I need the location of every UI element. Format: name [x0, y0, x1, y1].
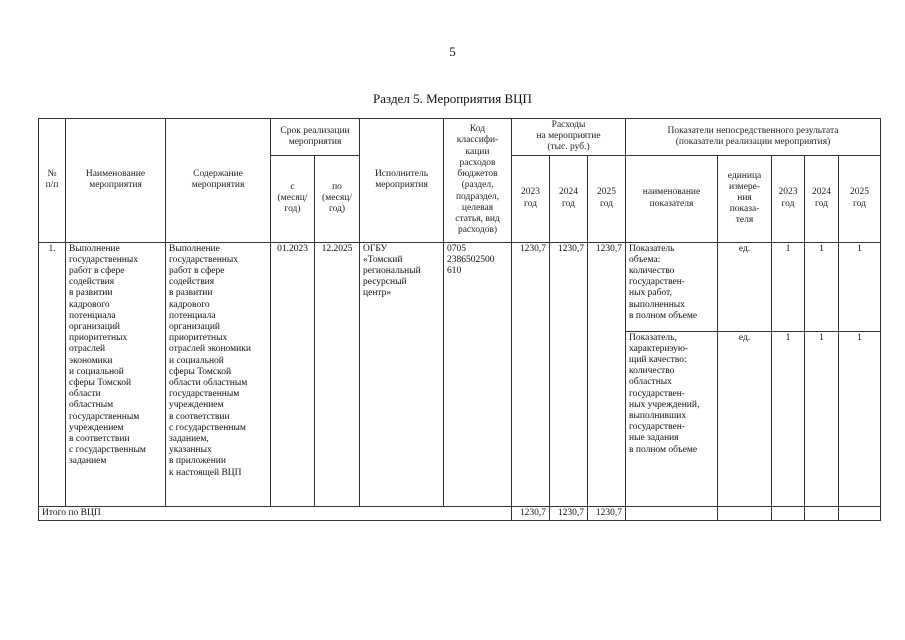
indicator-1-2023: 1	[772, 242, 805, 331]
total-exp-2025: 1230,7	[588, 506, 626, 520]
header-ind-2025: 2025 год	[839, 155, 881, 242]
indicator-1-unit: ед.	[718, 242, 772, 331]
header-executor: Исполнитель мероприятия	[360, 119, 444, 243]
header-expenses: Расходы на мероприятие (тыс. руб.)	[512, 119, 626, 156]
indicator-2-2023: 1	[772, 331, 805, 506]
row-exp-2024: 1230,7	[550, 242, 588, 506]
header-no: № п/п	[39, 119, 66, 243]
indicator-2-name: Показатель, характеризую- щий качество: количество областных государствен- ных учреждений, выполнивших государствен- ные задания в полном объеме	[626, 331, 718, 506]
header-row-1	[39, 119, 881, 156]
header-ind-2023: 2023 год	[772, 155, 805, 242]
header-code: Код классифи- кации расходов бюджетов (раздел, подраздел, целевая статья, вид расходов)	[444, 119, 512, 243]
header-exp-2025: 2025 год	[588, 155, 626, 242]
header-indicator-name: наименование показателя	[626, 155, 718, 242]
total-empty-cell	[772, 506, 805, 520]
header-period: Срок реализации мероприятия	[271, 119, 360, 156]
indicator-1-2024: 1	[805, 242, 839, 331]
indicator-1-name: Показатель объема: количество государствен- ных работ, выполненных в полном объеме	[626, 242, 718, 331]
indicator-2-unit: ед.	[718, 331, 772, 506]
row-name: Выполнение государственных работ в сфере содействия в развитии кадрового потенциала организаций приоритетных отраслей экономики и социальной сферы Томской области областным государственным учреждением в соответствии с государственным заданием	[66, 242, 166, 506]
row-number: 1.	[39, 242, 66, 506]
header-content: Содержание мероприятия	[166, 119, 271, 243]
total-empty-cell	[718, 506, 772, 520]
row-exp-2023: 1230,7	[512, 242, 550, 506]
row-to: 12.2025	[315, 242, 360, 506]
total-row	[39, 506, 881, 520]
page-number: 5	[449, 44, 456, 59]
total-exp-2024: 1230,7	[550, 506, 588, 520]
header-indicators: Показатели непосредственного результата (показатели реализации мероприятия)	[626, 119, 881, 156]
header-name: Наименование мероприятия	[66, 119, 166, 243]
header-exp-2024: 2024 год	[550, 155, 588, 242]
indicator-2-2024: 1	[805, 331, 839, 506]
measures-table	[38, 118, 881, 521]
row-code: 0705 2386502500 610	[444, 242, 512, 506]
header-period-to: по (месяц/ год)	[315, 155, 360, 242]
total-empty-cell	[805, 506, 839, 520]
total-label: Итого по ВЦП	[39, 506, 512, 520]
header-ind-2024: 2024 год	[805, 155, 839, 242]
section-title: Раздел 5. Мероприятия ВЦП	[373, 91, 532, 106]
table-row	[39, 242, 881, 331]
indicator-1-2025: 1	[839, 242, 881, 331]
total-empty-cell	[839, 506, 881, 520]
header-period-from: с (месяц/ год)	[271, 155, 315, 242]
row-from: 01.2023	[271, 242, 315, 506]
header-exp-2023: 2023 год	[512, 155, 550, 242]
row-executor: ОГБУ «Томский региональный ресурсный центр»	[360, 242, 444, 506]
indicator-2-2025: 1	[839, 331, 881, 506]
row-content: Выполнение государственных работ в сфере содействия в развитии кадрового потенциала организаций приоритетных отраслей экономики и социальной сферы Томской области областным государственным учреждением в соответствии с государственным заданием, указанных в приложении к настоящей ВЦП	[166, 242, 271, 506]
header-unit: единица измере- ния показа- теля	[718, 155, 772, 242]
total-exp-2023: 1230,7	[512, 506, 550, 520]
row-exp-2025: 1230,7	[588, 242, 626, 506]
total-empty-cell	[626, 506, 718, 520]
